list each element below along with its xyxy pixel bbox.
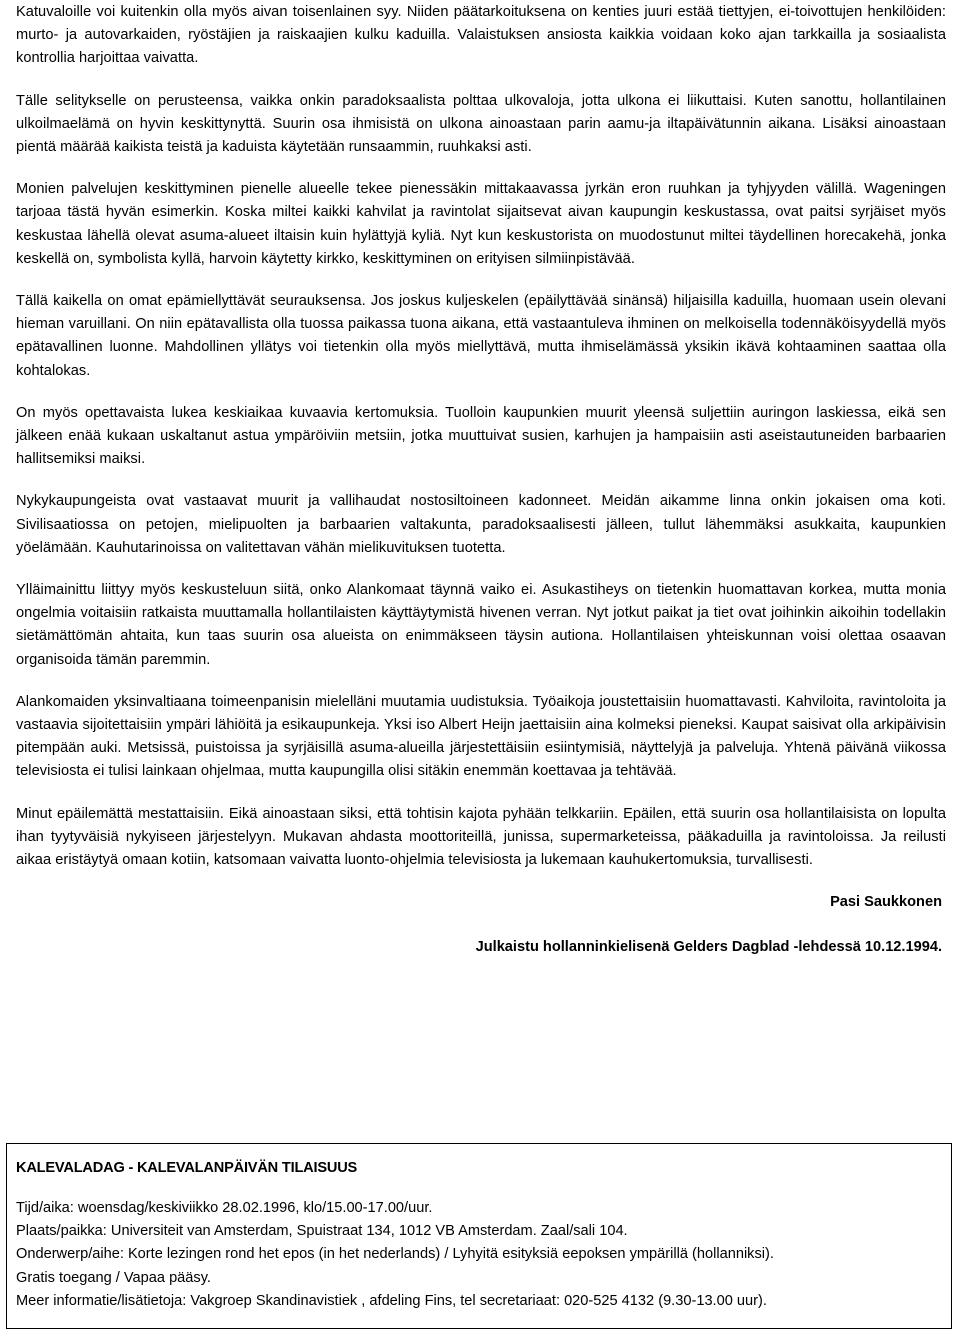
article-paragraph-1: Katuvaloille voi kuitenkin olla myös aivan toisenlainen syy. Niiden päätarkoituksena on kenties juuri estää tiettyjen, ei-toivottujen henkilöiden: murto- ja autovarkaiden, ryöstäjien ja raiskaajien kulku kaduilla. Valaistuksen ansiosta kaikkia voidaan koko ajan tarkkailla ja sosiaalista kontrollia harjoittaa vaivatta. [16, 4, 946, 67]
event-notice-box [6, 1143, 952, 1329]
article-body [16, 0, 946, 959]
article-paragraph-7: Ylläimainittu liittyy myös keskusteluun siitä, onko Alankomaat täynnä vaiko ei. Asukastiheys on tietenkin huomattavan korkea, mutta monia ongelmia voitaisiin ratkaista muuttamalla hollantilaisten käyttäytymistä hivenen verran. Nyt jotkut paikat ja tiet ovat joihinkin aikoihin todellakin sietämättömän ahtaita, kun taas suurin osa alueista on enimmäkseen täysin autiona. Hollantilaisen yhteiskunnan voisi olettaa osaavan organisoida tämän paremmin. [16, 582, 946, 668]
event-time: Tijd/aika: woensdag/keskiviikko 28.02.1996, klo/15.00-17.00/uur. [16, 1200, 433, 1216]
event-notice-title: KALEVALADAG - KALEVALANPÄIVÄN TILAISUUS [16, 1160, 358, 1176]
event-more-info: Meer informatie/lisätietoja: Vakgroep Skandinavistiek , afdeling Fins, tel secretariaat: 020-525 4132 (9.30-13.00 uur). [16, 1292, 767, 1309]
article-paragraph-3: Monien palvelujen keskittyminen pienelle alueelle tekee pienessäkin mittakaavassa jyrkän eron ruuhkan ja tyhjyyden välillä. Wageningen tarjoaa tästä hyvän esimerkin. Koska miltei kaikki kahvilat ja ravintolat sijaitsevat aivan kaupungin keskustassa, ovat paitsi syrjäiset myös keskustaa lähellä olevat asuma-alueet iltaisin kuin hylättyjä kyliä. Nyt kun keskustorista on muodostunut miltei täydellinen horecakehä, jonka keskellä on, symbolista kyllä, harvoin käytetty kirkko, keskittyminen on erityisen silmiinpistävää. [16, 181, 946, 267]
article-paragraph-4: Tällä kaikella on omat epämiellyttävät seurauksensa. Jos joskus kuljeskelen (epäilyttävää sinänsä) hiljaisilla kaduilla, huomaan usein olevani hieman varuillani. On niin epätavallista olla tuossa paikassa tuona aikana, että vastaantuleva ihminen on melkoisella todennäköisyydellä myös epätavallinen luonne. Mahdollinen yllätys voi tietenkin olla myös miellyttävä, mutta ihmiselämässä yksikin ikävä kohtaaminen saattaa olla kohtalokas. [16, 293, 946, 379]
article-paragraph-9: Minut epäilemättä mestattaisiin. Eikä ainoastaan siksi, että tohtisin kajota pyhään telkkariin. Epäilen, että suurin osa hollantilaisista on lopulta ihan tyytyväisiä nykyiseen järjestelyyn. Mukavan ahdasta moottoriteillä, junissa, supermarketeissa, pääkaduilla ja ravintoloissa. Ja reilusti aikaa eristäytyä omaan kotiin, katsomaan vaivatta luonto-ohjelmia televisiosta ja lukemaan kauhukertomuksia, turvallisesti. [16, 805, 946, 869]
article-paragraph-2: Tälle selitykselle on perusteensa, vaikka onkin paradoksaalista polttaa ulkovaloja, jotta ulkona ei liikuttaisi. Kuten sanottu, hollantilainen ulkoilmaelämä on hyvin keskittynyttä. Suurin osa ihmisistä on ulkona ainoastaan parin aamu-ja iltapäivätunnin aikana. Lisäksi ainoastaan pientä määrää kaikista teistä ja kaduista käytetään runsaammin, ruuhkaksi asti. [16, 92, 946, 156]
article-paragraph-6: Nykykaupungeista ovat vastaavat muurit ja vallihaudat nostosiltoineen kadonneet. Meidän aikamme linna onkin jokaisen oma koti. Sivilisaatiossa on petojen, mielipuolten ja barbaarien valtakunta, paradoksaalisesti jälleen, tullut lähemmäksi asukkaita, kaupunkien yöelämään. Kauhutarinoissa on valitettavan vähän mielikuvituksen tuotetta. [16, 493, 946, 556]
publication-note: Julkaistu hollanninkielisenä Gelders Dagblad -lehdessä 10.12.1994. [475, 939, 942, 956]
article-paragraph-5: On myös opettavaista lukea keskiaikaa kuvaavia kertomuksia. Tuolloin kaupunkien muurit yleensä suljettiin auringon laskiessa, eikä sen jälkeen enää kukaan uskaltanut astua ympäröiviin metsiin, jotka muuttuivat susien, karhujen ja hampaisiin asti aseistautuneiden barbaarien hallitsemiksi maiksi. [16, 404, 946, 468]
event-subject: Onderwerp/aihe: Korte lezingen rond het epos (in het nederlands) / Lyhyitä esityksiä eepoksen ympärillä (hollanniksi). [16, 1246, 774, 1263]
article-paragraph-8: Alankomaiden yksinvaltiaana toimeenpanisin mielelläni muutamia uudistuksia. Työaikoja joustettaisiin huomattavasti. Kahviloita, ravintoloita ja vastaavia sijoitettaisiin ympäri lähiöitä ja esikaupunkeja. Yksi iso Albert Heijn jaettaisiin aina kolmeksi pieneksi. Kaupat saisivat olla arkipäivisin pitempään auki. Metsissä, puistoissa ja syrjäisillä asuma-alueilla järjestettäisiin esiintymisiä, näyttelyjä ja palveluja. Yhtenä päivänä viikossa televisiosta ei tulisi lainkaan ohjelmaa, mutta kaupungilla olisi sitäkin enemmän koettavaa ja tehtävää. [16, 693, 946, 780]
author-signature: Pasi Saukkonen [830, 894, 942, 911]
event-entry: Gratis toegang / Vapaa pääsy. [16, 1269, 211, 1286]
event-place: Plaats/paikka: Universiteit van Amsterdam, Spuistraat 134, 1012 VB Amsterdam. Zaal/sali 104. [16, 1223, 628, 1240]
